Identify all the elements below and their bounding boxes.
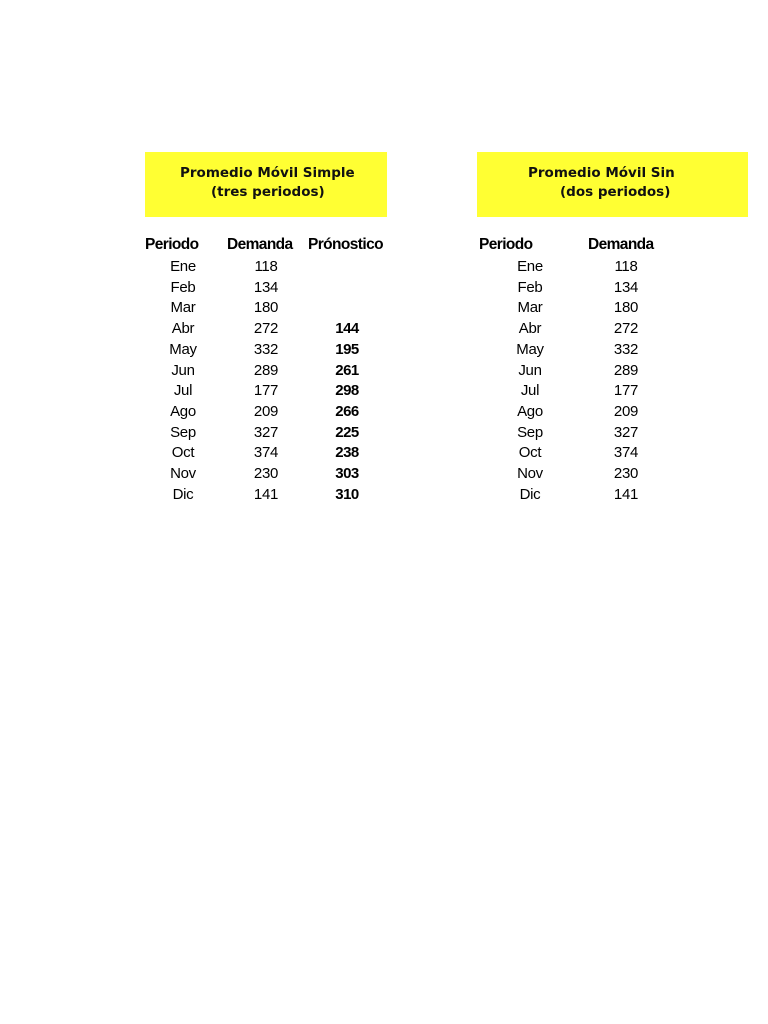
- cell-pronostico: 195: [335, 340, 359, 358]
- table-row: [140, 340, 400, 361]
- cell-demanda: 374: [253, 444, 279, 462]
- cell-periodo: Nov: [170, 465, 196, 482]
- cell-periodo: Jul: [173, 382, 193, 400]
- table-row: [473, 340, 733, 361]
- table-row: [140, 319, 400, 340]
- cell-demanda: 332: [613, 340, 639, 358]
- cell-periodo: Feb: [517, 278, 543, 296]
- cell-demanda: 327: [253, 423, 279, 441]
- column-header-demanda: Demanda: [227, 236, 293, 253]
- cell-periodo: Jun: [518, 361, 542, 379]
- cell-periodo: Abr: [518, 320, 542, 338]
- cell-periodo: Oct: [171, 444, 195, 462]
- cell-periodo: Dic: [172, 485, 194, 503]
- cell-periodo: Oct: [518, 444, 542, 462]
- cell-periodo: May: [169, 340, 197, 358]
- cell-pronostico: 310: [335, 485, 359, 503]
- column-header-periodo: Periodo: [479, 236, 533, 253]
- table-row: [140, 381, 400, 402]
- cell-demanda: 134: [613, 278, 639, 296]
- table-row: [473, 319, 733, 340]
- cell-demanda: 374: [613, 444, 639, 462]
- cell-demanda: 209: [613, 402, 639, 420]
- table-title-line1: Promedio Móvil Sin: [528, 165, 675, 181]
- cell-demanda: 272: [613, 320, 639, 338]
- cell-demanda: 332: [253, 340, 279, 358]
- cell-demanda: 180: [613, 299, 639, 317]
- table-row: [140, 278, 400, 299]
- table-row: [140, 361, 400, 382]
- cell-pronostico: 225: [335, 423, 359, 441]
- cell-periodo: Feb: [170, 278, 196, 296]
- cell-periodo: Mar: [170, 299, 196, 317]
- cell-periodo: Nov: [517, 465, 543, 482]
- cell-demanda: 289: [253, 361, 279, 379]
- table-row: [140, 402, 400, 423]
- cell-demanda: 272: [253, 320, 279, 338]
- cell-periodo: Ene: [170, 258, 196, 275]
- table-row: [473, 381, 733, 402]
- cell-demanda: 209: [253, 402, 279, 420]
- cell-pronostico: 144: [335, 320, 359, 338]
- column-header-demanda: Demanda: [588, 236, 654, 253]
- column-header-periodo: Periodo: [145, 236, 199, 253]
- cell-demanda: 230: [613, 465, 639, 482]
- cell-periodo: Ago: [517, 402, 543, 420]
- table-row: [473, 443, 733, 464]
- cell-demanda: 230: [253, 465, 279, 482]
- cell-pronostico: 238: [335, 444, 359, 462]
- table-row: [473, 278, 733, 299]
- cell-periodo: Jul: [520, 382, 540, 400]
- table-title-banner-three-periods: [145, 152, 387, 217]
- cell-periodo: Ene: [517, 258, 543, 275]
- cell-pronostico: 261: [335, 361, 359, 379]
- cell-demanda: 180: [253, 299, 279, 317]
- table-row: [473, 485, 733, 506]
- cell-demanda: 177: [613, 382, 639, 400]
- cell-periodo: May: [516, 340, 544, 358]
- cell-periodo: Mar: [517, 299, 543, 317]
- cell-demanda: 134: [253, 278, 279, 296]
- table-row: [473, 257, 733, 278]
- table-row: [473, 402, 733, 423]
- cell-periodo: Dic: [519, 485, 541, 503]
- cell-pronostico: 266: [335, 402, 359, 420]
- table-row: [140, 464, 400, 485]
- cell-pronostico: 298: [335, 382, 359, 400]
- cell-periodo: Ago: [170, 402, 196, 420]
- cell-pronostico: 303: [335, 465, 359, 482]
- table-row: [140, 423, 400, 444]
- table-row: [140, 298, 400, 319]
- cell-demanda: 118: [614, 258, 638, 275]
- table-row: [473, 298, 733, 319]
- cell-demanda: 141: [613, 485, 639, 503]
- table-title-banner-two-periods: [477, 152, 748, 217]
- cell-demanda: 141: [253, 485, 279, 503]
- cell-demanda: 118: [254, 258, 278, 275]
- table-title-line2: (dos periodos): [560, 184, 671, 200]
- table-title-line2: (tres periodos): [211, 184, 325, 200]
- table-row: [140, 443, 400, 464]
- table-row: [140, 257, 400, 278]
- table-row: [473, 423, 733, 444]
- cell-periodo: Sep: [517, 423, 543, 441]
- cell-periodo: Sep: [170, 423, 196, 441]
- cell-demanda: 327: [613, 423, 639, 441]
- cell-demanda: 289: [613, 361, 639, 379]
- cell-periodo: Abr: [171, 320, 195, 338]
- cell-periodo: Jun: [171, 361, 195, 379]
- cell-demanda: 177: [253, 382, 279, 400]
- table-title-line1: Promedio Móvil Simple: [180, 165, 355, 181]
- table-row: [140, 485, 400, 506]
- table-row: [473, 464, 733, 485]
- table-row: [473, 361, 733, 382]
- column-header-pronostico: Prónostico: [308, 236, 383, 253]
